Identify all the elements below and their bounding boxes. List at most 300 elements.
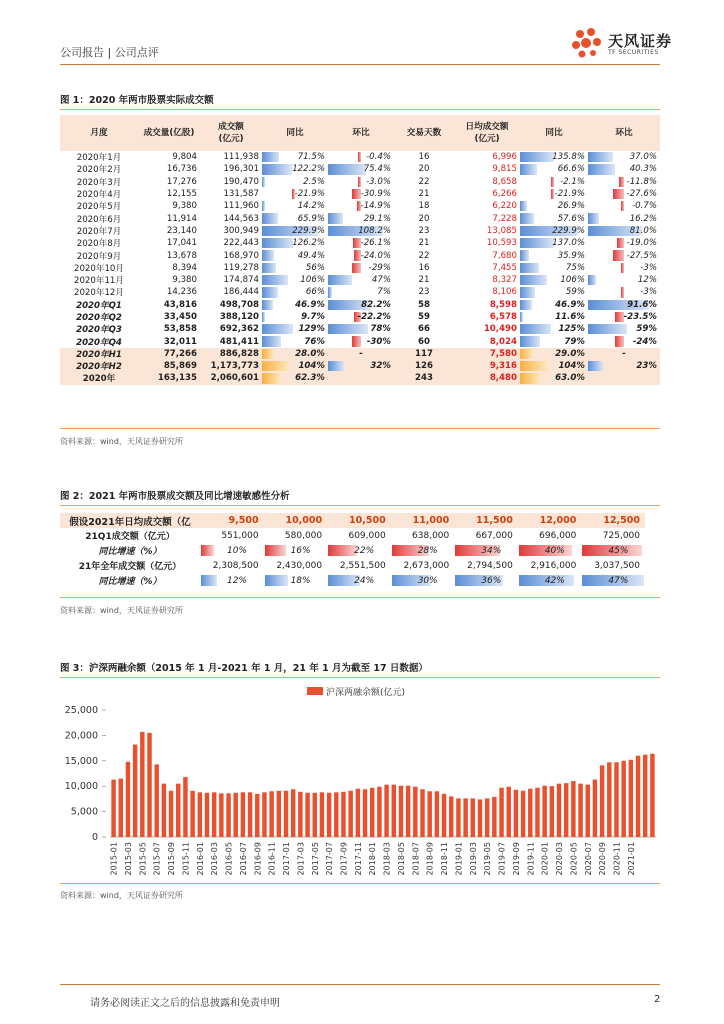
- period-cell: 2020年H2: [60, 360, 138, 372]
- bar: [154, 764, 158, 837]
- x-tick-label: 2017-03: [296, 842, 306, 876]
- growth-value: 82.2%: [361, 299, 391, 310]
- col-header: 同比: [520, 115, 588, 151]
- fig2-title: 图 2：2021 年两市股票成交额及同比增速敏感性分析: [60, 491, 290, 502]
- growth-cell: [264, 543, 328, 558]
- bar: [147, 733, 151, 837]
- days-cell: 21: [418, 275, 430, 286]
- y-tick-label: 20,000: [64, 730, 98, 742]
- bar: [521, 791, 525, 837]
- growth-cell: [518, 573, 582, 588]
- growth-value: 135.8%: [552, 152, 585, 163]
- growth-value: 16.2%: [629, 213, 657, 224]
- data-bar: [520, 361, 548, 371]
- daily-avg-cell: 8,106: [492, 287, 517, 298]
- fig1-bottom-rule: [60, 428, 660, 429]
- bar: [435, 791, 439, 837]
- growth-cell: [328, 262, 394, 274]
- growth-cell: [328, 237, 394, 249]
- growth-cell: [262, 286, 328, 298]
- growth-cell: [588, 274, 660, 286]
- growth-cell: [328, 311, 394, 323]
- growth-value: 10%: [227, 545, 248, 556]
- growth-value: 12%: [637, 275, 657, 286]
- x-tick-label: 2015-09: [167, 842, 177, 876]
- growth-value: -21.9%: [554, 189, 585, 200]
- growth-cell: [328, 200, 394, 212]
- legend-swatch: [307, 687, 323, 695]
- growth-cell: [520, 372, 588, 384]
- volume-cell: 77,266: [138, 348, 200, 360]
- growth-cell: [520, 323, 588, 335]
- growth-value: 78%: [370, 324, 391, 335]
- data-bar: [328, 213, 343, 223]
- bar: [162, 784, 166, 837]
- growth-value: -27.5%: [626, 250, 657, 261]
- bar: [198, 792, 202, 837]
- bar: [420, 789, 424, 837]
- fig1-title: 图 1：2020 年两市股票实际成交额: [60, 95, 214, 106]
- table-row: [60, 188, 660, 200]
- table-row: [60, 323, 660, 335]
- value-cell: 609,000: [348, 530, 386, 541]
- growth-cell: [262, 360, 328, 372]
- period-cell: 2020年7月: [76, 226, 122, 237]
- x-tick-label: 2019-03: [468, 842, 478, 876]
- growth-cell: [262, 335, 328, 347]
- bar: [650, 754, 654, 837]
- table-row: [60, 311, 660, 323]
- data-bar: [262, 275, 288, 285]
- fig3-bottom-rule: [60, 883, 660, 884]
- growth-value: 104%: [558, 361, 585, 372]
- growth-value: 71.5%: [297, 152, 325, 163]
- bar: [600, 765, 604, 837]
- growth-value: 46.9%: [555, 299, 585, 310]
- data-bar: [358, 152, 361, 162]
- days-cell: 117: [394, 348, 454, 360]
- data-bar: [352, 189, 361, 199]
- brand-name: 天风证券: [608, 32, 673, 50]
- growth-cell: [588, 311, 660, 323]
- period-cell: 2020年8月: [76, 239, 122, 250]
- volume-cell: 163,135: [138, 372, 200, 384]
- growth-value: 57.6%: [557, 213, 585, 224]
- growth-value: 122.2%: [292, 164, 325, 175]
- bar: [550, 786, 554, 837]
- bar: [363, 789, 367, 837]
- growth-value: 59%: [636, 324, 657, 335]
- data-bar: [621, 201, 624, 211]
- growth-cell: [262, 200, 328, 212]
- value-cell: 2,673,000: [403, 560, 450, 571]
- growth-value: 30%: [417, 575, 438, 586]
- growth-cell: [588, 176, 660, 188]
- data-bar: [201, 545, 214, 556]
- x-tick-label: 2019-11: [526, 842, 536, 876]
- sensitivity-row: [60, 558, 645, 573]
- bar: [348, 791, 352, 837]
- col-header: 交易天数: [394, 115, 454, 151]
- volume-cell: 11,914: [166, 213, 197, 224]
- growth-cell: [391, 543, 455, 558]
- growth-value: -14.9%: [360, 201, 391, 212]
- fig3-title: 图 3：沪深两融余额（2015 年 1 月-2021 年 1 月，21 年 1 月为截至 17 日数据）: [60, 663, 428, 674]
- period-cell: 2020年12月: [74, 288, 124, 299]
- growth-value: -3%: [640, 262, 657, 273]
- bar: [241, 792, 245, 837]
- data-bar: [262, 201, 265, 211]
- days-cell: 20: [418, 213, 430, 224]
- x-tick-label: 2017-09: [339, 842, 349, 876]
- sensitivity-row: [60, 513, 645, 528]
- data-bar: [588, 213, 599, 223]
- x-tick-label: 2016-03: [210, 842, 220, 876]
- growth-cell: [262, 348, 328, 360]
- bar: [111, 780, 115, 837]
- growth-cell: [588, 335, 660, 347]
- growth-value: 62.3%: [295, 373, 325, 384]
- growth-cell: [588, 360, 660, 372]
- bar: [277, 791, 281, 837]
- volume-cell: 43,816: [163, 299, 197, 310]
- y-tick-label: 5,000: [70, 806, 98, 818]
- y-tick-label: 15,000: [64, 755, 98, 767]
- growth-value: -29%: [368, 262, 391, 273]
- x-tick-label: 2018-01: [368, 842, 378, 876]
- x-tick-label: 2015-11: [181, 842, 191, 876]
- data-bar: [352, 336, 361, 346]
- growth-cell: [520, 262, 588, 274]
- bar: [607, 762, 611, 837]
- bar: [183, 777, 187, 837]
- col-header: 月度: [60, 115, 138, 151]
- x-tick-label: 2015-05: [138, 842, 148, 876]
- data-bar: [551, 177, 554, 187]
- value-cell: 11,000: [391, 513, 455, 528]
- volume-cell: 13,678: [166, 250, 197, 261]
- data-bar: [615, 312, 624, 322]
- growth-cell: [588, 286, 660, 298]
- growth-value: 7%: [377, 287, 391, 298]
- fig1-top-rule: [60, 109, 660, 110]
- growth-cell: [328, 249, 394, 261]
- data-bar: [619, 177, 624, 187]
- growth-cell: [588, 212, 660, 224]
- y-tick-label: 10,000: [64, 781, 98, 793]
- bar: [478, 799, 482, 837]
- data-bar: [520, 287, 535, 297]
- daily-avg-cell: 9,815: [492, 164, 517, 175]
- x-tick-label: 2020-07: [583, 842, 593, 876]
- data-bar: [262, 164, 292, 174]
- bar: [291, 789, 295, 837]
- growth-cell: [328, 323, 394, 335]
- table-row: [60, 163, 660, 175]
- company-logo: [570, 26, 680, 60]
- data-bar: [262, 238, 293, 248]
- volume-cell: 33,450: [163, 312, 197, 322]
- growth-value: 46.9%: [295, 299, 325, 310]
- bar: [212, 792, 216, 837]
- data-bar: [613, 250, 624, 260]
- growth-cell: [262, 163, 328, 175]
- days-cell: 21: [418, 238, 430, 249]
- data-bar: [265, 545, 286, 556]
- growth-cell: [262, 274, 328, 286]
- turnover-cell: 196,301: [223, 164, 259, 175]
- growth-value: 12%: [227, 575, 248, 586]
- x-tick-label: 2020-01: [540, 842, 550, 876]
- data-bar: [520, 324, 551, 334]
- growth-value: 104%: [298, 361, 325, 372]
- growth-value: 125%: [558, 324, 585, 335]
- x-tick-label: 2019-07: [497, 842, 507, 876]
- fig2-source: 资料来源：wind，天风证券研究所: [60, 606, 183, 615]
- daily-avg-cell: 6,220: [492, 201, 517, 212]
- table-row: [60, 274, 660, 286]
- table-row: [60, 299, 660, 311]
- growth-cell: [328, 348, 394, 360]
- bar: [205, 793, 209, 837]
- bar: [399, 786, 403, 837]
- bar: [140, 732, 144, 837]
- fig3-source: 资料来源：wind，天风证券研究所: [60, 891, 183, 900]
- growth-value: -27.6%: [626, 189, 657, 200]
- growth-value: 66.6%: [557, 164, 585, 175]
- bar: [499, 788, 503, 837]
- bar: [456, 798, 460, 837]
- turnover-cell: 300,949: [223, 225, 259, 236]
- legend-label: 沪深两融余额(亿元): [326, 688, 406, 698]
- turnover-cell: 481,411: [219, 336, 259, 347]
- period-cell: 2020年1月: [76, 153, 122, 164]
- daily-avg-cell: 7,680: [492, 250, 517, 261]
- days-cell: 23: [418, 287, 430, 298]
- volume-cell: 9,804: [172, 152, 197, 163]
- data-bar: [588, 152, 613, 162]
- growth-cell: [328, 299, 394, 311]
- growth-value: 129%: [298, 324, 325, 335]
- x-tick-label: 2019-05: [483, 842, 493, 876]
- data-bar: [328, 275, 352, 285]
- growth-value: 28%: [417, 545, 438, 556]
- value-cell: 2,308,500: [212, 560, 259, 571]
- data-bar: [262, 177, 265, 187]
- turnover-cell: 111,960: [223, 201, 259, 212]
- x-tick-label: 2018-05: [396, 842, 406, 876]
- growth-value: 137.0%: [552, 238, 585, 249]
- days-cell: 58: [418, 299, 430, 310]
- table-row: [60, 225, 660, 237]
- days-cell: 16: [418, 152, 430, 163]
- growth-cell: [520, 200, 588, 212]
- growth-cell: [581, 543, 645, 558]
- col-header: 同比: [262, 115, 328, 151]
- bar: [542, 786, 546, 837]
- col-header: 成交额 (亿元): [200, 115, 262, 151]
- growth-cell: [262, 188, 328, 200]
- value-cell: 3,037,500: [594, 560, 640, 571]
- volume-cell: 9,380: [172, 275, 197, 286]
- growth-cell: [262, 311, 328, 323]
- growth-cell: [328, 274, 394, 286]
- bar: [614, 762, 618, 837]
- sensitivity-table: [60, 513, 645, 588]
- daily-avg-cell: 10,490: [483, 324, 517, 335]
- growth-cell: [520, 176, 588, 188]
- y-tick-label: 25,000: [64, 705, 98, 716]
- x-tick-label: 2018-11: [440, 842, 450, 876]
- growth-value: -22.2%: [357, 312, 391, 322]
- bar: [621, 761, 625, 837]
- growth-cell: [588, 225, 660, 237]
- data-bar: [262, 300, 273, 310]
- period-cell: 2020年11月: [74, 276, 124, 287]
- period-cell: 2020年5月: [76, 202, 122, 213]
- bar: [377, 787, 381, 837]
- growth-cell: [588, 188, 660, 200]
- growth-value: -30.9%: [360, 189, 391, 200]
- growth-cell: [328, 225, 394, 237]
- period-cell: 2020年9月: [76, 251, 122, 262]
- bar: [636, 756, 640, 837]
- fig1-source: 资料来源：wind，天风证券研究所: [60, 437, 183, 446]
- bar: [413, 787, 417, 837]
- table-row: [60, 262, 660, 274]
- bar: [593, 780, 597, 837]
- data-bar: [328, 164, 366, 174]
- table-row: [60, 286, 660, 298]
- x-tick-label: 2016-07: [238, 842, 248, 876]
- bar: [449, 796, 453, 837]
- data-bar: [520, 349, 533, 359]
- growth-value: 59%: [565, 287, 585, 298]
- value-cell: 580,000: [284, 530, 323, 541]
- data-bar: [201, 575, 217, 586]
- growth-cell: [328, 163, 394, 175]
- growth-value: 106%: [300, 275, 325, 286]
- growth-cell: [518, 543, 582, 558]
- days-cell: 126: [394, 360, 454, 372]
- growth-value: 29.0%: [555, 348, 585, 359]
- growth-value: -24.0%: [360, 250, 391, 261]
- daily-avg-cell: 8,658: [492, 176, 517, 187]
- turnover-cell: 168,970: [223, 250, 259, 261]
- row-label: 同比增速（%）: [98, 577, 162, 587]
- value-cell: 551,000: [221, 530, 259, 541]
- x-tick-label: 2021-01: [626, 842, 636, 876]
- growth-value: 32%: [370, 361, 391, 372]
- data-bar: [262, 312, 265, 322]
- table-row: [60, 372, 660, 384]
- growth-cell: [262, 323, 328, 335]
- x-tick-label: 2016-11: [267, 842, 277, 876]
- value-cell: 2,794,500: [467, 560, 513, 571]
- data-bar: [353, 238, 361, 248]
- volume-cell: 16,736: [166, 164, 197, 175]
- x-tick-label: 2015-03: [123, 842, 133, 876]
- growth-cell: [262, 262, 328, 274]
- disclaimer: 请务必阅读正文之后的信息披露和免责申明: [90, 998, 280, 1009]
- growth-value: 11.6%: [555, 312, 585, 322]
- x-tick-label: 2018-03: [382, 842, 392, 876]
- growth-value: 75.4%: [363, 164, 391, 175]
- x-tick-label: 2020-09: [598, 842, 608, 876]
- volume-cell: 9,380: [172, 201, 197, 212]
- period-cell: 2020年Q4: [76, 337, 122, 348]
- daily-avg-cell: 6,578: [489, 312, 517, 322]
- growth-cell: [454, 543, 518, 558]
- bar: [406, 786, 410, 837]
- growth-cell: [262, 151, 328, 163]
- growth-value: -3%: [640, 287, 657, 298]
- growth-value: 65.9%: [297, 213, 325, 224]
- turnover-cell: 498,708: [219, 299, 259, 310]
- bar: [564, 783, 568, 837]
- data-bar: [262, 213, 278, 223]
- growth-value: 14.2%: [297, 201, 325, 212]
- growth-cell: [328, 151, 394, 163]
- value-cell: 696,000: [539, 530, 577, 541]
- bar: [313, 793, 317, 837]
- turnover-cell: 111,938: [223, 152, 259, 163]
- turnover-cell: 174,874: [223, 275, 259, 286]
- value-cell: 2,916,000: [530, 560, 577, 571]
- period-cell: 2020年Q2: [76, 313, 122, 323]
- growth-cell: [520, 348, 588, 360]
- bar: [262, 792, 266, 837]
- data-bar: [520, 373, 540, 383]
- growth-value: 29.1%: [363, 213, 391, 224]
- growth-cell: [200, 543, 264, 558]
- bar: [427, 791, 431, 837]
- growth-cell: [581, 573, 645, 588]
- bar: [341, 792, 345, 837]
- turnover-cell: 119,278: [223, 262, 259, 273]
- growth-value: -0.7%: [632, 201, 657, 212]
- growth-cell: [588, 372, 660, 384]
- growth-value: -30%: [366, 336, 391, 347]
- growth-value: -0.4%: [366, 152, 391, 163]
- growth-cell: [328, 335, 394, 347]
- daily-avg-cell: 7,455: [492, 262, 517, 273]
- daily-avg-cell: 8,480: [454, 372, 520, 384]
- row-label: 假设2021年日均成交额（亿: [60, 513, 200, 528]
- x-tick-label: 2019-01: [454, 842, 464, 876]
- growth-cell: [391, 573, 455, 588]
- sensitivity-row: [60, 573, 645, 588]
- growth-cell: [328, 212, 394, 224]
- bar: [578, 784, 582, 837]
- data-bar: [615, 336, 624, 346]
- growth-cell: [262, 372, 328, 384]
- volume-cell: 53,858: [163, 324, 197, 335]
- bar: [370, 788, 374, 837]
- data-bar: [520, 312, 523, 322]
- data-bar: [588, 275, 596, 285]
- bar: [463, 798, 467, 837]
- growth-value: 229.9%: [552, 225, 585, 236]
- data-bar: [262, 361, 289, 371]
- turnover-cell: 886,828: [200, 348, 262, 360]
- growth-cell: [520, 286, 588, 298]
- data-bar: [328, 361, 344, 371]
- value-cell: 2,551,500: [339, 560, 386, 571]
- volume-cell: 17,041: [166, 238, 197, 249]
- data-bar: [613, 189, 624, 199]
- growth-value: 34%: [481, 545, 502, 556]
